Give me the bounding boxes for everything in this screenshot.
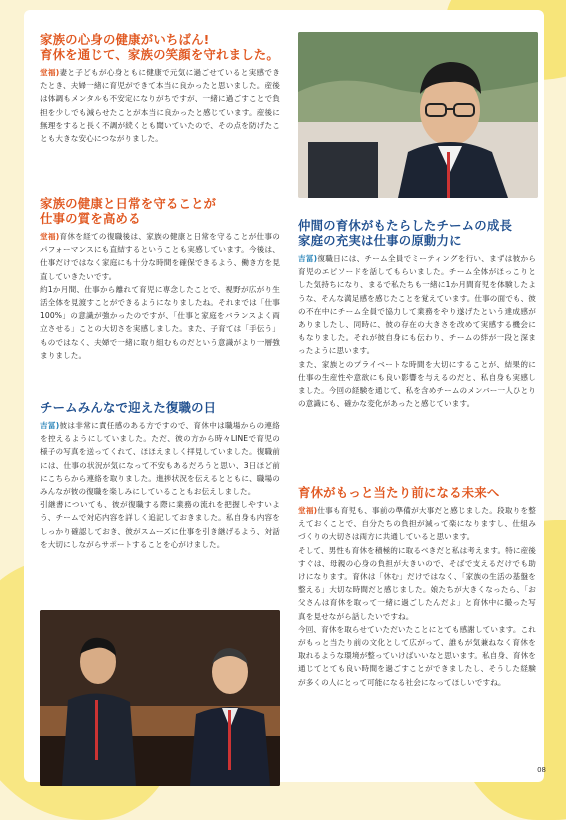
section-heading <box>40 196 280 226</box>
section-heading <box>40 32 280 62</box>
section-body <box>298 504 536 544</box>
speaker-label: 堂福) <box>40 68 60 77</box>
body-text: 妻と子どもが心身ともに健康で元気に過ごせていると実感できたとき、夫婦一緒に育児ができて本当に良かったと思いました。産後は体調もメンタルも不安定になりがちですが、一緒に過ごすことで負担を少しでも減らせたことが本当に良かったと感じています。産後に無理をすると長く不調が続くとも聞いていたので、その点を防げたことも大きな安心につながりました。 <box>40 68 281 144</box>
body-text: 復職日には、チーム全員でミーティングを行い、まずは彼から育児のエピソードを話してもらいました。チーム全体がほっこりとした気持ちになり、まるで私たちも一緒に1か月間育児を体験したような、そんな満足感を感じたことを覚えています。仕事の面でも、彼の不在中にチーム全員で協力して業務をやり遂げたという達成感がありましたし、同時に、彼の存在の大きさを改めて実感する機会にもなりました。それが彼自身にも伝わり、チームの絆が一段と深まったように思います。 <box>298 254 536 356</box>
section-body <box>40 66 280 145</box>
section-body-2: そして、男性も育休を積極的に取るべきだと私は考えます。特に産後すぐは、母親の心身の負担が大きいので、そばで支えるだけでも助けになります。育休は「休む」だけではなく、「家族の生活の基盤を整える」大切な時間だと感じました。娘たちが大きくなったら、「お父さんは育休を取って一緒に過ごしたんだよ」と育休中に撮った写真を見せながら話したいですね。 <box>298 545 536 621</box>
interview-photo-dofuku <box>298 32 538 198</box>
section-work-quality <box>40 196 280 362</box>
body-text: 仕事も育児も、事前の準備が大事だと感じました。段取りを整えておくことで、自分たちの負担が減って楽になりますし、仕組みづくりの大切さは両方に共通していると思います。 <box>298 506 536 542</box>
speaker-label: 吉冨) <box>40 421 60 430</box>
section-heading <box>298 218 536 248</box>
section-heading: 育休がもっと当たり前になる未来へ <box>298 485 500 500</box>
interview-photo-two-men <box>40 610 280 786</box>
heading-line-1: 仲間の育休がもたらしたチームの成長 <box>298 218 513 233</box>
speaker-label: 吉冨) <box>298 254 318 263</box>
section-team-growth <box>298 218 536 410</box>
heading-line-2: 家庭の充実は仕事の原動力に <box>298 233 462 248</box>
heading-line-1: 家族の心身の健康がいちばん! <box>40 32 210 47</box>
man-with-glasses-photo <box>298 32 538 198</box>
section-body-2: 約1か月間、仕事から離れて育児に専念したことで、視野が広がり生活全体を見渡すことができるようになりましたね。それまでは「仕事100%」の意識が強かったのですが、「仕事と家庭をバランスよく両立させる」ことの大切さを実感しました。また、子育ては「手伝う」ものではなく、夫婦で一緒に取り組むものだという意識がより一層強まりました。 <box>40 284 280 360</box>
body-text: 育休を経ての復職後は、家族の健康と日常を守ることが仕事のパフォーマンスにも直結するということも実感しています。今後は、仕事だけではなく家庭にも十分な時間を確保できるよう、働き方を見直していきたいです。 <box>40 232 281 281</box>
section-body-3: 今回、育休を取らせていただいたことにとても感謝しています。これがもっと当たり前の文化として広がって、誰もが気兼ねなく育休を取れるような環境が整っていけばいいなと思います。私自身、育休を通じてとても良い時間を過ごすことができましたし、そうした経験が多くの人にとって可能になる社会になってほしいですね。 <box>298 624 536 687</box>
section-body <box>40 230 280 283</box>
section-future <box>298 485 536 689</box>
speaker-label: 堂福) <box>298 506 318 515</box>
two-men-photo <box>40 610 280 786</box>
heading-line-1: 家族の健康と日常を守ることが <box>40 196 217 211</box>
section-return-day <box>40 400 280 551</box>
page-number: 08 <box>537 766 546 774</box>
section-body <box>298 252 536 358</box>
heading-line-2: 育休を通じて、家族の笑顔を守れました。 <box>40 47 279 62</box>
section-body-2: また、家族とのプライベートな時間を大切にすることが、結果的に仕事の生産性や意欲にも良い影響を与えるのだと、私自身も実感しました。今回の経験を通じて、私を含めチームのメンバー一人ひとりの意識にも、確かな変化があったと感じています。 <box>298 359 536 409</box>
section-body-2: 引継書についても、彼が復職する際に業務の流れを把握しやすいよう、チームで対応内容を詳しく追記しておきました。私自身も内容をしっかり確認しておき、彼がスムーズに仕事を引き継げるよう、対話を大切にしながらサポートすることを心がけました。 <box>40 500 280 549</box>
section-family-health <box>40 32 280 145</box>
body-text: 彼は非常に責任感のある方ですので、育休中は職場からの連絡を控えるようにしていました。ただ、彼の方から時々LINEで育児の様子の写真を送ってくれて、ほほえましく拝見していました。復職前には、仕事の状況が気になって不安もあるだろうと思い、3日ほど前にこちらから連絡を取りました。進捗状況を伝えるとともに、職場のみんなが彼の復職を楽しみにしていることもお伝えしました。 <box>40 421 280 497</box>
section-heading: チームみんなで迎えた復職の日 <box>40 400 217 415</box>
section-body <box>40 419 280 498</box>
speaker-label: 堂福) <box>40 232 60 241</box>
heading-line-2: 仕事の質を高める <box>40 211 141 226</box>
